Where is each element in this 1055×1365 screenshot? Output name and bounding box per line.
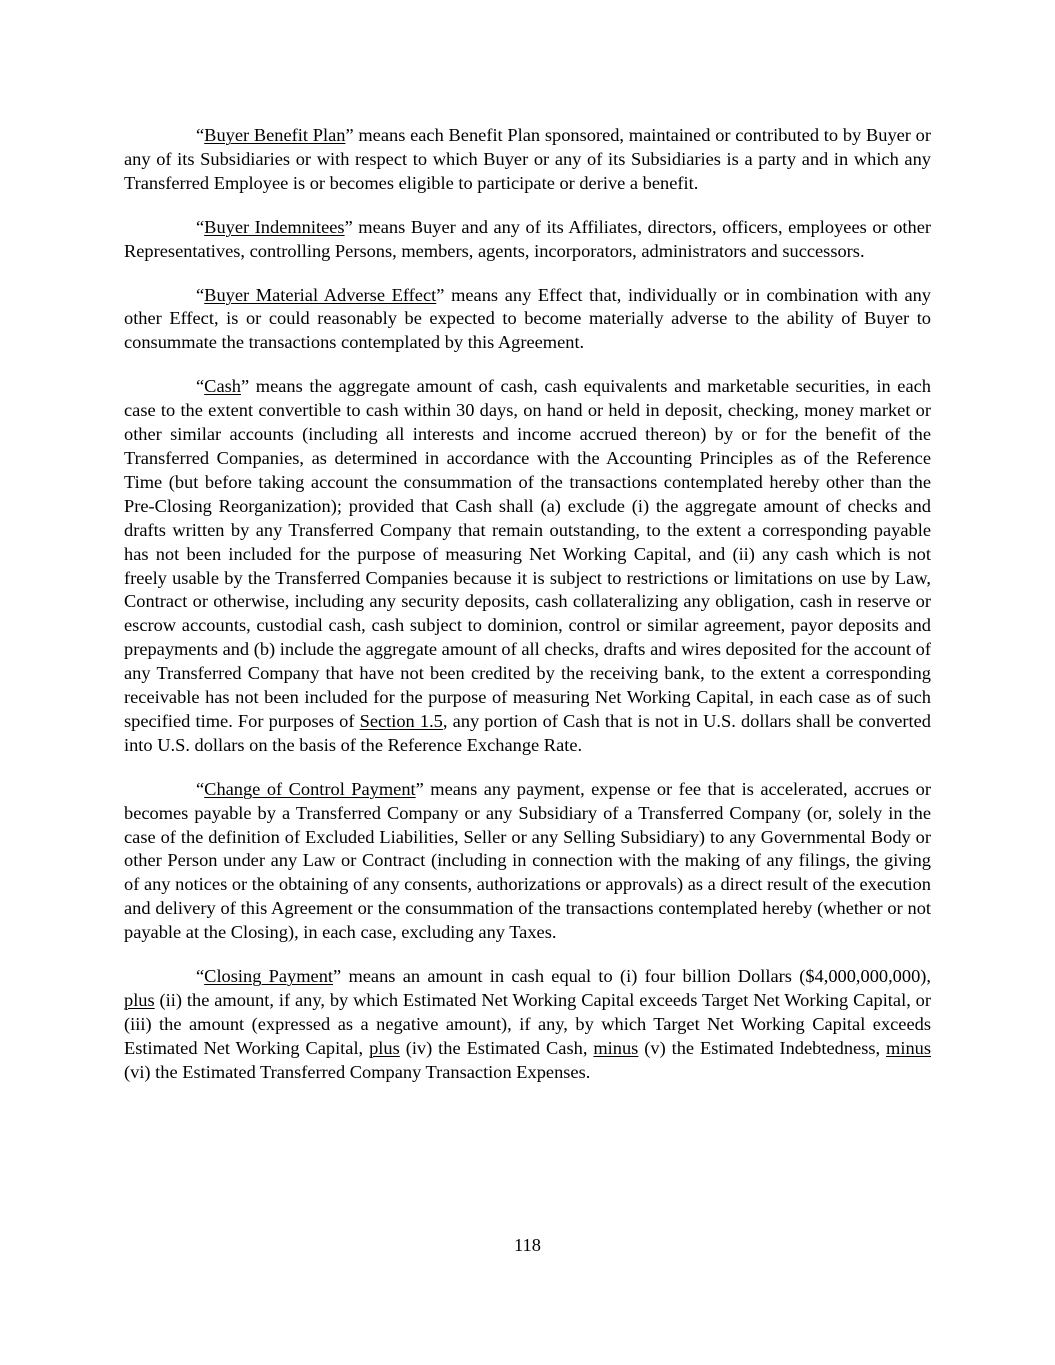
definition-closing-payment [124, 965, 931, 1085]
document-page [124, 124, 931, 1105]
definition-text: (iv) the Estimated Cash, [399, 1037, 594, 1058]
defined-term: Buyer Material Adverse Effect [204, 284, 437, 305]
defined-term: Buyer Benefit Plan [204, 125, 346, 145]
definition-buyer-indemnitees [124, 216, 931, 264]
open-quote: “ [196, 376, 205, 397]
definition-text: (v) the Estimated Indebtedness, [638, 1037, 887, 1058]
open-quote: “ [196, 216, 205, 237]
definition-text: ” means any Effect that, individually or in combination with any other Effect, is or could reasonably be expected to become materially adverse to the ability of Buyer to consummate the transactions contemplated by this Agreement. [124, 284, 931, 353]
definition-text: ” means each Benefit Plan sponsored, maintained or contributed to by Buyer or any of its Subsidiaries or with respect to which Buyer or any of its Subsidiaries is a party and in which any Transferred Employee is or becomes eligible to participate or derive a benefit. [124, 125, 932, 193]
definition-text: ” means any payment, expense or fee that is accelerated, accrues or becomes payable by a Transferred Company or any Subsidiary of a Transferred Company (or, solely in the case of the definition of Excluded Liabilities, Seller or any Selling Subsidiary) to any Governmental Body or other Person under any Law or Contract (including in connection with the making of any filings, the giving of any notices or the obtaining of any consents, authorizations or approvals) as a direct result of the execution and delivery of this Agreement or the consummation of the transactions contemplated hereby (whether or not payable at the Closing), in each case, excluding any Taxes. [124, 778, 931, 943]
section-reference: Section 1.5 [359, 710, 443, 731]
defined-term: Closing Payment [204, 966, 334, 987]
plus-operator: plus [124, 990, 155, 1010]
open-quote: “ [196, 284, 205, 305]
definition-buyer-material-adverse-effect [124, 284, 931, 356]
definition-text: ” means an amount in cash equal to (i) four billion Dollars ($4,000,000,000), [333, 966, 931, 987]
minus-operator: minus [593, 1037, 639, 1058]
definition-text: , any portion of Cash that is not in U.S. dollars shall be converted into U.S. dollars on the basis of the Reference Exchange Rate. [124, 710, 932, 755]
plus-operator: plus [369, 1037, 400, 1058]
page-number: 118 [514, 1235, 541, 1255]
definition-change-of-control-payment [124, 778, 931, 945]
defined-term: Change of Control Payment [204, 778, 416, 799]
open-quote: “ [196, 966, 205, 987]
defined-term: Buyer Indemnitees [204, 216, 345, 237]
definition-buyer-benefit-plan [124, 124, 931, 196]
definition-text: ” means the aggregate amount of cash, cash equivalents and marketable securities, in each case to the extent convertible to cash within 30 days, on hand or held in deposit, checking, money market or other similar accounts (including all interests and income accrued thereon) by or for the benefit of the Transferred Companies, as determined in accordance with the Accounting Principles as of the Reference Time (but before taking account the consummation of the transactions contemplated hereby other than the Pre-Closing Reorganization); provided that Cash shall (a) exclude (i) the aggregate amount of checks and drafts written by any Transferred Company that remain outstanding, to the extent a corresponding payable has not been included for the purpose of measuring Net Working Capital, and (ii) any cash which is not freely usable by the Transferred Companies because it is subject to restrictions or limitations on use by Law, Contract or otherwise, including any security deposits, cash collateralizing any obligation, cash in reserve or escrow accounts, custodial cash, cash subject to dominion, control or similar agreement, payor deposits and prepayments and (b) include the aggregate amount of all checks, drafts and wires deposited for the account of any Transferred Company that have not been credited by the receiving bank, to the extent a corresponding receivable has not been included for the purpose of measuring Net Working Capital, in each case as of such specified time. For purposes of [124, 376, 931, 731]
definition-cash [124, 375, 931, 758]
minus-operator: minus [886, 1037, 931, 1058]
open-quote: “ [196, 778, 205, 799]
definition-text: (vi) the Estimated Transferred Company Transaction Expenses. [124, 1061, 591, 1082]
open-quote: “ [196, 125, 205, 145]
defined-term: Cash [204, 376, 241, 397]
definition-text: ” means Buyer and any of its Affiliates, directors, officers, employees or other Representatives, controlling Persons, members, agents, incorporators, administrators and successors. [124, 216, 931, 261]
definition-text: (ii) the amount, if any, by which Estimated Net Working Capital exceeds Target Net Working Capital, or (iii) the amount (expressed as a negative amount), if any, by which Target Net Working Capital exceeds Estimated Net Working Capital, [124, 990, 931, 1058]
